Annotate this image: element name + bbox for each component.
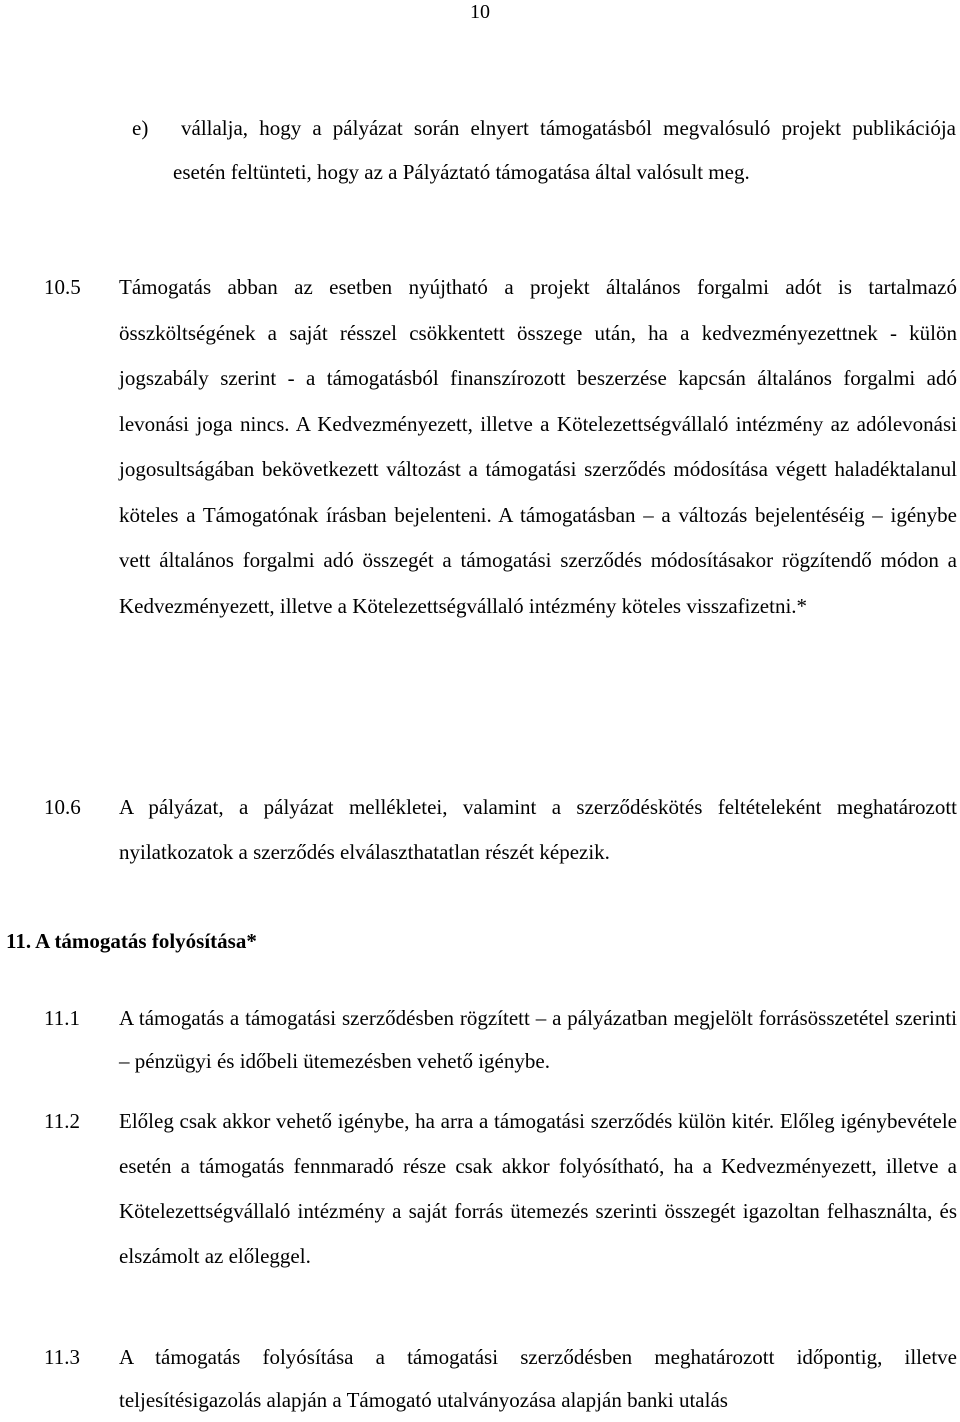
section-number: 10.6 (44, 795, 81, 819)
section-number: 10.5 (44, 275, 81, 299)
section-text: A támogatás folyósítása a támogatási szerződésben meghatározott időpontig, illetve teljesítésigazolás alapján a Támogató utalványozása alapján banki utalás (119, 1345, 957, 1412)
section-text: A pályázat, a pályázat mellékletei, valamint a szerződéskötés feltételeként meghatározott nyilatkozatok a szerződés elválaszthatatlan részét képezik. (119, 795, 957, 864)
section-text: Előleg csak akkor vehető igénybe, ha arra a támogatási szerződés külön kitér. Előleg igénybevétele esetén a támogatás fennmaradó része csak akkor folyósítható, ha a Kedvezményezett, illetve a Kötelezettségvállaló intézmény a saját forrás ütemezés szerinti összegét igazoltan felhasználta, és elszámolt az előleggel. (119, 1109, 957, 1268)
section-number: 11.2 (44, 1109, 80, 1133)
section-number: 11.3 (44, 1345, 80, 1369)
page-number: 10 (470, 1, 490, 23)
item-text: vállalja, hogy a pályázat során elnyert támogatásból megvalósuló projekt publikációja esetén feltünteti, hogy az a Pályáztató támogatása által valósult meg. (173, 116, 956, 184)
section-heading-11: 11. A támogatás folyósítása* (6, 929, 257, 953)
item-number: e) (132, 116, 149, 140)
section-text: A támogatás a támogatási szerződésben rögzített – a pályázatban megjelölt forrásösszetétel szerinti – pénzügyi és időbeli ütemezésben vehető igénybe. (119, 1006, 957, 1073)
section-text: Támogatás abban az esetben nyújtható a projekt általános forgalmi adót is tartalmazó összköltségének a saját résszel csökkentett összege után, ha a kedvezményezettnek - külön jogszabály szerint - a támogatásból finanszírozott beszerzése kapcsán általános forgalmi adó levonási joga nincs. A Kedvezményezett, illetve a Kötelezettségvállaló intézmény az adólevonási jogosultságában bekövetkezett változást a támogatási szerződés módosítása végett haladéktalanul köteles a Támogatónak írásban bejelenteni. A támogatásban – a változás bejelentéséig – igénybe vett általános forgalmi adó összegét a támogatási szerződés módosításakor rögzítendő módon a Kedvezményezett, illetve a Kötelezettségvállaló intézmény köteles visszafizetni.* (119, 275, 957, 618)
section-number: 11.1 (44, 1006, 80, 1030)
